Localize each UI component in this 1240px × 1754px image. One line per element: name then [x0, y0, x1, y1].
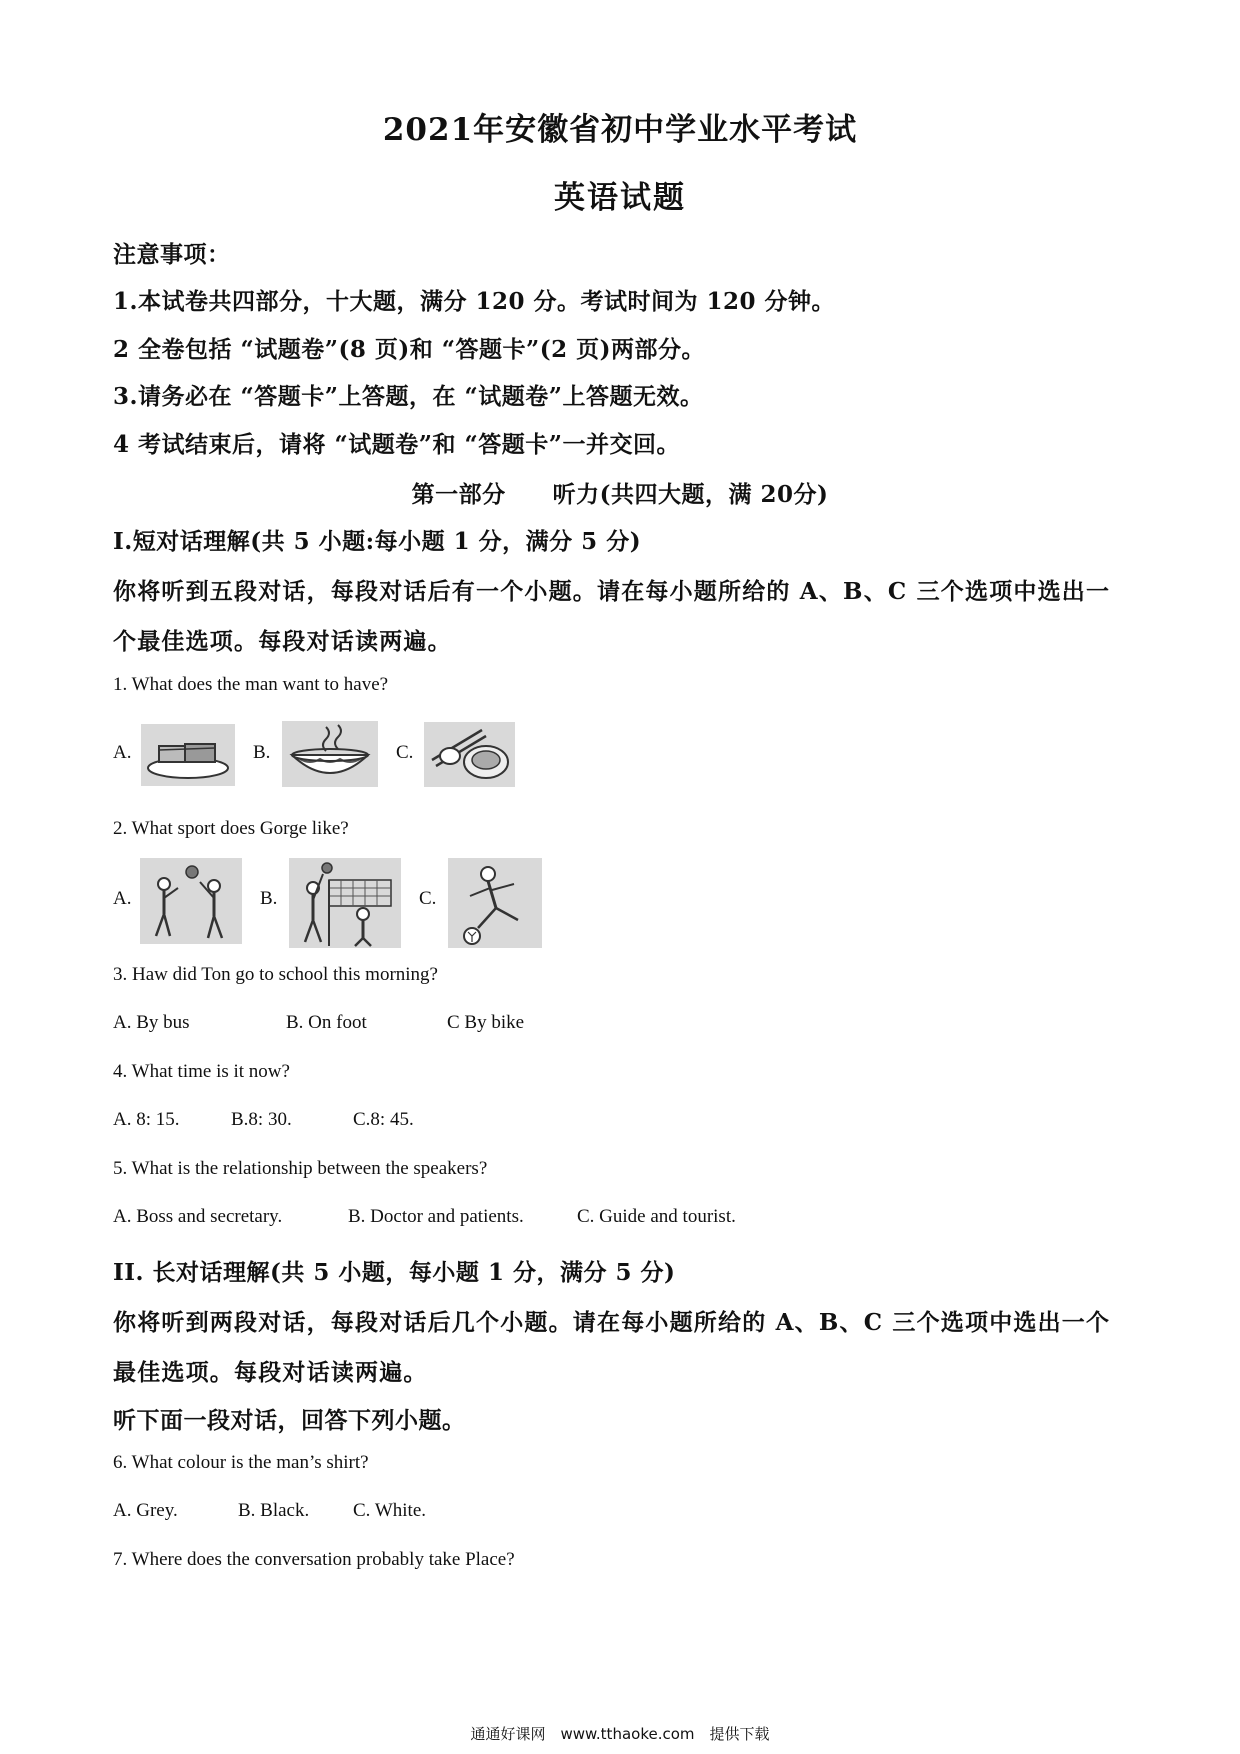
q5-option-a: A. Boss and secretary. — [113, 1206, 283, 1227]
q2-option-b-label: B. — [260, 888, 278, 909]
q1-option-b-image — [282, 721, 378, 787]
q1-option-b-label: B. — [253, 742, 271, 763]
q1-option-c-label: C. — [396, 742, 414, 763]
q2-option-a-image — [140, 858, 242, 944]
q6-option-b: B. Black. — [238, 1500, 310, 1521]
notice-item-4: 4 考试结束后，请将 “试题卷”和 “答题卡”一并交回。 — [113, 431, 680, 458]
q4-option-c: C.8: 45. — [353, 1109, 414, 1130]
q2-option-c-image — [448, 858, 542, 948]
q3-option-b: B. On foot — [286, 1012, 367, 1033]
q3-option-c: C By bike — [447, 1012, 525, 1033]
notice-item-3: 3.请务必在 “答题卡”上答题，在 “试题卷”上答题无效。 — [113, 383, 704, 410]
q5-option-c: C. Guide and tourist. — [577, 1206, 736, 1227]
q2-option-a-label: A. — [113, 888, 132, 909]
notice-item-2: 2 全卷包括 “试题卷”(8 页)和 “答题卡”(2 页)两部分。 — [113, 336, 705, 363]
question-7: 7. Where does the conversation probably take Place? — [113, 1549, 515, 1570]
q4-option-a: A. 8: 15. — [113, 1109, 180, 1130]
section2-instruction-1: 你将听到两段对话，每段对话后几个小题。请在每小题所给的 A、B、C 三个选项中选出一个 — [113, 1309, 1111, 1336]
question-5: 5. What is the relationship between the speakers? — [113, 1158, 488, 1179]
section1-instruction-1: 你将听到五段对话，每段对话后有一个小题。请在每小题所给的 A、B、C 三个选项中选出一 — [113, 578, 1111, 605]
question-4: 4. What time is it now? — [113, 1061, 290, 1082]
q3-option-a: A. By bus — [113, 1012, 190, 1033]
q5-option-b: B. Doctor and patients. — [348, 1206, 524, 1227]
q2-option-b-image — [289, 858, 401, 948]
exam-subtitle: 英语试题 — [554, 180, 686, 216]
notice-heading: 注意事项： — [113, 241, 231, 268]
exam-title: 2021年安徽省初中学业水平考试 — [382, 112, 858, 148]
q2-option-c-label: C. — [419, 888, 437, 909]
q1-option-a-image — [141, 724, 235, 786]
part1-heading: 第一部分 听力(共四大题，满 20分) — [411, 481, 829, 508]
section1-heading: I.短对话理解(共 5 小题:每小题 1 分，满分 5 分) — [113, 528, 642, 555]
q1-option-c-image — [424, 722, 515, 787]
question-3: 3. Haw did Ton go to school this morning? — [113, 964, 438, 985]
section1-instruction-2: 个最佳选项。每段对话读两遍。 — [113, 628, 452, 655]
footer-source: 通通好课网 www.tthaoke.com 提供下载 — [470, 1725, 770, 1743]
question-2: 2. What sport does Gorge like? — [113, 818, 349, 839]
q4-option-b: B.8: 30. — [231, 1109, 292, 1130]
question-1: 1. What does the man want to have? — [113, 674, 389, 695]
q6-option-a: A. Grey. — [113, 1500, 178, 1521]
section2-instruction-2: 最佳选项。每段对话读两遍。 — [113, 1359, 428, 1386]
question-6: 6. What colour is the man’s shirt? — [113, 1452, 369, 1473]
q1-option-a-label: A. — [113, 742, 132, 763]
section2-lead: 听下面一段对话，回答下列小题。 — [113, 1407, 466, 1434]
notice-item-1: 1.本试卷共四部分，十大题，满分 120 分。考试时间为 120 分钟。 — [113, 288, 836, 315]
q6-option-c: C. White. — [353, 1500, 427, 1521]
section2-heading: II. 长对话理解(共 5 小题，每小题 1 分，满分 5 分) — [113, 1259, 676, 1286]
